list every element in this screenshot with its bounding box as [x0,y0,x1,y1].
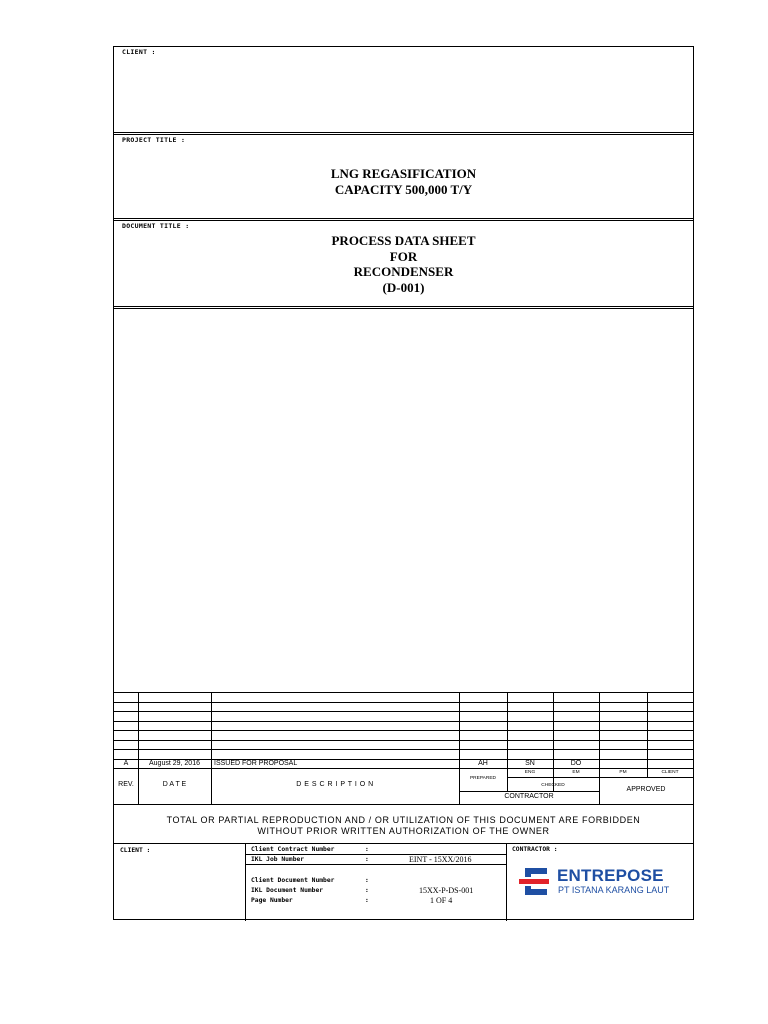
field-label: Page Number [251,897,293,904]
field-label: Client Contract Number [251,846,335,853]
date-cell: August 29, 2016 [149,760,200,767]
pm-header: PM [619,770,627,775]
project-title [114,166,693,198]
logo-subtitle: PT ISTANA KARANG LAUT [558,885,670,895]
rev-cell: A [123,760,129,767]
client-label: CLIENT : [122,48,156,56]
prepared-header: PREPARED [469,776,497,781]
em-header: EM [572,770,580,775]
footer-client-label: CLIENT : [120,847,151,854]
document-title [114,233,693,295]
field-value: 15XX-P-DS-001 [419,886,474,895]
field-sep: : [365,897,369,904]
field-sep: : [365,856,369,863]
description-cell: ISSUED FOR PROPOSAL [214,760,298,767]
field-sep: : [365,887,369,894]
project-title-line: LNG REGASIFICATION [330,166,477,181]
project-title-section [114,135,693,221]
document-title-line: FOR [389,248,418,264]
checked-header: CHECKED [541,783,565,788]
approved-cell: DO [570,760,582,767]
field-value: EINT - 15XX/2016 [409,855,472,864]
project-title-line: CAPACITY 500,000 T/Y [334,182,473,197]
project-title-label: PROJECT TITLE : [122,136,186,144]
field-label: IKL Document Number [251,887,324,894]
field-value: 1 OF 4 [430,896,453,905]
footer-contractor-label: CONTRACTOR : [512,846,558,853]
description-header: D E S C R I P T I O N [296,781,374,788]
field-sep: : [365,846,369,853]
title-block-footer [114,844,693,921]
document-title-section [114,221,693,309]
client-header: CLIENT [661,770,679,775]
rev-header: REV. [118,781,134,788]
document-title-line: (D-001) [382,279,425,295]
approved-header: APPROVED [626,786,666,793]
reproduction-notice [114,804,693,844]
checked-cell: SN [525,760,535,767]
entrepose-logo [517,864,689,900]
document-frame [113,46,694,920]
notice-line: TOTAL OR PARTIAL REPRODUCTION AND / OR UTILIZATION OF THIS DOCUMENT ARE FORBIDDEN [166,815,641,825]
contractor-header: CONTRACTOR [504,793,554,800]
date-header: D A T E [162,781,187,788]
logo-name: ENTREPOSE [557,866,664,885]
field-label: IKL Job Number [251,856,305,863]
document-title-label: DOCUMENT TITLE : [122,222,190,230]
document-title-line: PROCESS DATA SHEET [331,233,476,248]
entrepose-mark-icon [517,866,551,896]
document-title-line: RECONDENSER [353,264,454,279]
field-sep: : [365,877,369,884]
revision-table [114,692,693,804]
prepared-cell: AH [478,760,488,767]
notice-line: WITHOUT PRIOR WRITTEN AUTHORIZATION OF THE OWNER [257,826,550,836]
eng-header: ENG [524,770,536,775]
client-section [114,47,693,135]
field-label: Client Document Number [251,877,335,884]
